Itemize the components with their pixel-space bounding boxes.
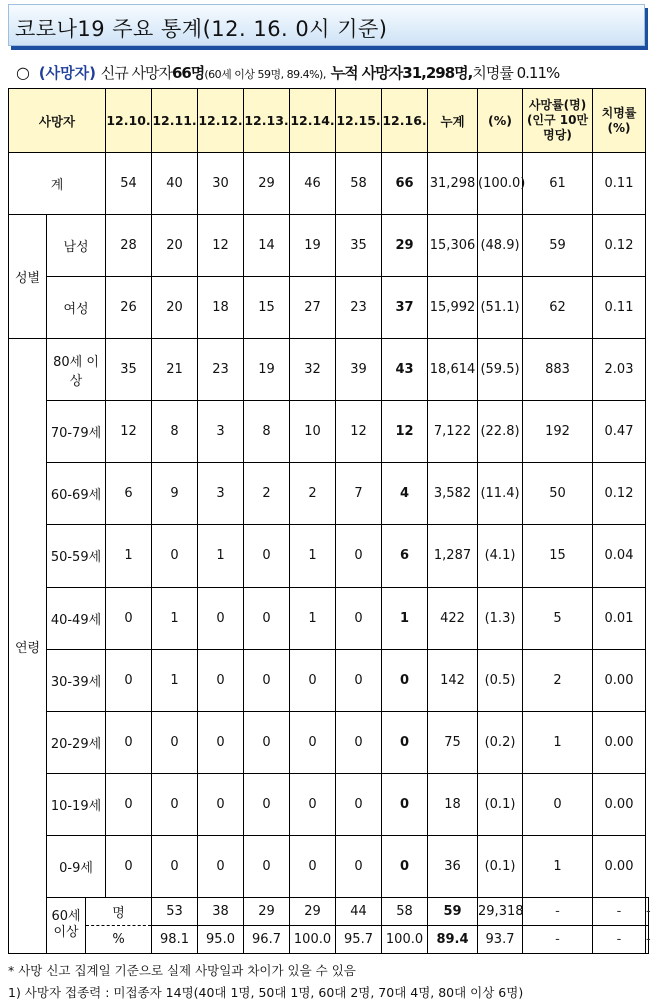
cell: 19	[290, 215, 336, 277]
cell: 59	[523, 215, 593, 277]
cell: 36	[428, 835, 478, 897]
cell: 15,992	[428, 277, 478, 339]
cell: 8	[152, 401, 198, 463]
cell: 0.47	[593, 401, 646, 463]
cell: -	[593, 897, 646, 925]
header-date: 12.15.	[336, 89, 382, 153]
cell: 0	[336, 525, 382, 587]
cell: 15	[244, 277, 290, 339]
cell: 29	[290, 897, 336, 925]
cell: 6	[382, 525, 428, 587]
table-row	[9, 711, 649, 773]
header-date: 12.13.	[244, 89, 290, 153]
cell: 2	[523, 649, 593, 711]
cell: (51.1)	[478, 277, 523, 339]
row-label: 60-69세	[47, 463, 106, 525]
cell: 0	[382, 649, 428, 711]
cell: 18	[198, 277, 244, 339]
summary-cumulative-value: 31,298명,	[402, 64, 473, 82]
group-label-age: 연령	[9, 339, 47, 954]
cell: 0	[106, 587, 152, 649]
cell: 23	[336, 277, 382, 339]
cell: -	[646, 925, 649, 953]
cell: (4.1)	[478, 525, 523, 587]
cell: 23	[198, 339, 244, 401]
cell: 26	[106, 277, 152, 339]
cell: 12	[382, 401, 428, 463]
table-row	[9, 277, 649, 339]
row-label: 20-29세	[47, 711, 106, 773]
cell: 7	[336, 463, 382, 525]
table-row	[9, 773, 649, 835]
cell: 100.0	[290, 925, 336, 953]
cell: 142	[428, 649, 478, 711]
cell: 0	[106, 835, 152, 897]
cell: 0	[106, 711, 152, 773]
cell: 43	[382, 339, 428, 401]
cell: 96.7	[244, 925, 290, 953]
cell: 50	[523, 463, 593, 525]
unit-percent-label: %	[112, 931, 125, 947]
cell: 6	[106, 463, 152, 525]
cell: 46	[290, 153, 336, 215]
cell: 0	[382, 773, 428, 835]
cell: 66	[382, 153, 428, 215]
cell: 58	[336, 153, 382, 215]
cell: -	[646, 897, 649, 925]
row-label: 80세 이상	[47, 339, 106, 401]
table-row	[9, 525, 649, 587]
cell: 1	[106, 525, 152, 587]
cell: 12	[106, 401, 152, 463]
cell: 0.01	[593, 587, 646, 649]
header-cumulative: 누계	[428, 89, 478, 153]
cell: 0	[290, 835, 336, 897]
header-row	[9, 89, 649, 153]
cell: -	[523, 897, 593, 925]
row-label: 30-39세	[47, 649, 106, 711]
cell: 0	[198, 711, 244, 773]
cell: 20	[152, 277, 198, 339]
table-row	[9, 463, 649, 525]
summary-label: (사망자)	[38, 64, 96, 82]
cell: 7,122	[428, 401, 478, 463]
cell: (0.2)	[478, 711, 523, 773]
header-date: 12.11.	[152, 89, 198, 153]
cell: 2	[290, 463, 336, 525]
cell: 0.04	[593, 525, 646, 587]
cell: 0	[106, 773, 152, 835]
cell: 0	[152, 835, 198, 897]
header-deaths: 사망자	[9, 89, 106, 153]
cell: 0	[152, 525, 198, 587]
cell: (59.5)	[478, 339, 523, 401]
group-label-over60: 60세 이상	[51, 909, 81, 941]
row-label: 계	[9, 153, 106, 215]
cell: 1	[523, 711, 593, 773]
footnote-2: 1) 사망자 접종력 : 미접종자 14명(40대 1명, 50대 1명, 60대 2명, 70대 4명, 80대 이상 6명)	[8, 985, 524, 1000]
cell: 20	[152, 215, 198, 277]
cell: 0.12	[593, 215, 646, 277]
cell: 0	[198, 587, 244, 649]
cell: 3	[198, 401, 244, 463]
cell: 93.7	[478, 925, 523, 953]
title-bar	[8, 4, 645, 46]
cell: 0.00	[593, 835, 646, 897]
summary-cumulative-label: 누적 사망자	[330, 64, 403, 82]
cell: 62	[523, 277, 593, 339]
cell: (0.1)	[478, 835, 523, 897]
header-mortality-rate: 사망률(명) (인구 10만명당)	[523, 89, 593, 153]
table-row	[9, 835, 649, 897]
cell: 1,287	[428, 525, 478, 587]
cell: 35	[336, 215, 382, 277]
cell: 58	[382, 897, 428, 925]
summary-fatality: 치명률 0.11%	[472, 64, 560, 82]
cell: 59	[428, 897, 478, 925]
cell: 61	[523, 153, 593, 215]
cell: 3,582	[428, 463, 478, 525]
cell: 0	[523, 773, 593, 835]
page-title: 코로나19 주요 통계(12. 16. 0시 기준)	[15, 17, 388, 41]
cell: 0	[198, 835, 244, 897]
cell: 38	[198, 897, 244, 925]
cell: 19	[244, 339, 290, 401]
cell: 95.7	[336, 925, 382, 953]
cell: 2.03	[593, 339, 646, 401]
cell: 8	[244, 401, 290, 463]
cell: 0.00	[593, 649, 646, 711]
cell: 0.00	[593, 773, 646, 835]
cell: 15,306	[428, 215, 478, 277]
cell: 44	[336, 897, 382, 925]
row-label: 여성	[47, 277, 106, 339]
cell: (1.3)	[478, 587, 523, 649]
row-label: 0-9세	[47, 835, 106, 897]
footnotes	[8, 960, 523, 1004]
cell: 89.4	[428, 925, 478, 953]
cell: 14	[244, 215, 290, 277]
cell: 75	[428, 711, 478, 773]
cell: 0.11	[593, 277, 646, 339]
cell: 0	[382, 711, 428, 773]
cell: 27	[290, 277, 336, 339]
unit-count-label: 명	[86, 898, 151, 926]
cell: 1	[152, 587, 198, 649]
cell: 0	[290, 649, 336, 711]
cell: 100.0	[382, 925, 428, 953]
cell: 29	[244, 897, 290, 925]
cell: 54	[106, 153, 152, 215]
cell: 0	[336, 711, 382, 773]
cell: 1	[382, 587, 428, 649]
cell: 37	[382, 277, 428, 339]
header-percent: (%)	[478, 89, 523, 153]
cell: 1	[290, 525, 336, 587]
cell: 0	[244, 525, 290, 587]
cell: 0.11	[593, 153, 646, 215]
cell: 0.12	[593, 463, 646, 525]
header-date: 12.12.	[198, 89, 244, 153]
row-label: 40-49세	[47, 587, 106, 649]
cell: 98.1	[152, 925, 198, 953]
cell: 53	[152, 897, 198, 925]
cell: 15	[523, 525, 593, 587]
summary-text-new: 신규 사망자	[100, 64, 172, 82]
cell: 95.0	[198, 925, 244, 953]
cell: 0	[106, 649, 152, 711]
cell: 0	[198, 773, 244, 835]
cell: 18,614	[428, 339, 478, 401]
cell: 21	[152, 339, 198, 401]
table-row	[9, 153, 649, 215]
cell: 35	[106, 339, 152, 401]
footnote-1: * 사망 신고 집계일 기준으로 실제 사망일과 차이가 있을 수 있음	[8, 963, 356, 978]
cell: 9	[152, 463, 198, 525]
header-date: 12.16.	[382, 89, 428, 153]
death-stats-table	[8, 88, 649, 954]
cell: (48.9)	[478, 215, 523, 277]
table-row	[9, 215, 649, 277]
row-label: 70-79세	[47, 401, 106, 463]
cell: 0	[244, 835, 290, 897]
cell: 0	[290, 773, 336, 835]
cell: 0	[152, 773, 198, 835]
cell: 1	[290, 587, 336, 649]
summary-paren: (60세 이상 59명, 89.4%),	[204, 68, 326, 81]
cell: 12	[336, 401, 382, 463]
cell: 0	[152, 711, 198, 773]
cell: 0.00	[593, 711, 646, 773]
cell: 422	[428, 587, 478, 649]
cell: 0	[382, 835, 428, 897]
cell: (100.0)	[478, 153, 523, 215]
cell: -	[593, 925, 646, 953]
cell: -	[523, 925, 593, 953]
summary-new-deaths: 66명	[171, 64, 205, 82]
bullet-circle-icon: ○	[16, 63, 30, 82]
cell: 39	[336, 339, 382, 401]
table-row-over60-count	[9, 897, 649, 925]
cell: 12	[198, 215, 244, 277]
cell: (0.5)	[478, 649, 523, 711]
cell: 883	[523, 339, 593, 401]
row-label: 50-59세	[47, 525, 106, 587]
cell: 32	[290, 339, 336, 401]
cell: 31,298	[428, 153, 478, 215]
cell: 10	[290, 401, 336, 463]
header-fatality-rate: 치명률 (%)	[593, 89, 646, 153]
cell: 0	[336, 587, 382, 649]
row-label: 남성	[47, 215, 106, 277]
table-row	[9, 339, 649, 401]
over60-label-cell	[47, 897, 152, 953]
cell: (11.4)	[478, 463, 523, 525]
cell: 29	[244, 153, 290, 215]
cell: 2	[244, 463, 290, 525]
cell: 0	[244, 773, 290, 835]
cell: 1	[198, 525, 244, 587]
cell: 4	[382, 463, 428, 525]
cell: 18	[428, 773, 478, 835]
cell: 3	[198, 463, 244, 525]
header-date: 12.14.	[290, 89, 336, 153]
cell: 0	[336, 835, 382, 897]
table-row	[9, 401, 649, 463]
cell: 40	[152, 153, 198, 215]
cell: 0	[336, 649, 382, 711]
cell: (0.1)	[478, 773, 523, 835]
cell: 1	[523, 835, 593, 897]
cell: 28	[106, 215, 152, 277]
cell: 192	[523, 401, 593, 463]
cell: 0	[198, 649, 244, 711]
row-label: 10-19세	[47, 773, 106, 835]
table-row	[9, 649, 649, 711]
cell: (22.8)	[478, 401, 523, 463]
header-date: 12.10.	[106, 89, 152, 153]
cell: 0	[244, 649, 290, 711]
group-label-sex: 성별	[9, 215, 47, 339]
cell: 0	[336, 773, 382, 835]
cell: 0	[244, 711, 290, 773]
cell: 0	[244, 587, 290, 649]
cell: 29	[382, 215, 428, 277]
cell: 0	[290, 711, 336, 773]
table-row	[9, 587, 649, 649]
cell: 30	[198, 153, 244, 215]
summary-line	[16, 62, 559, 83]
cell: 1	[152, 649, 198, 711]
cell: 5	[523, 587, 593, 649]
cell: 29,318	[478, 897, 523, 925]
